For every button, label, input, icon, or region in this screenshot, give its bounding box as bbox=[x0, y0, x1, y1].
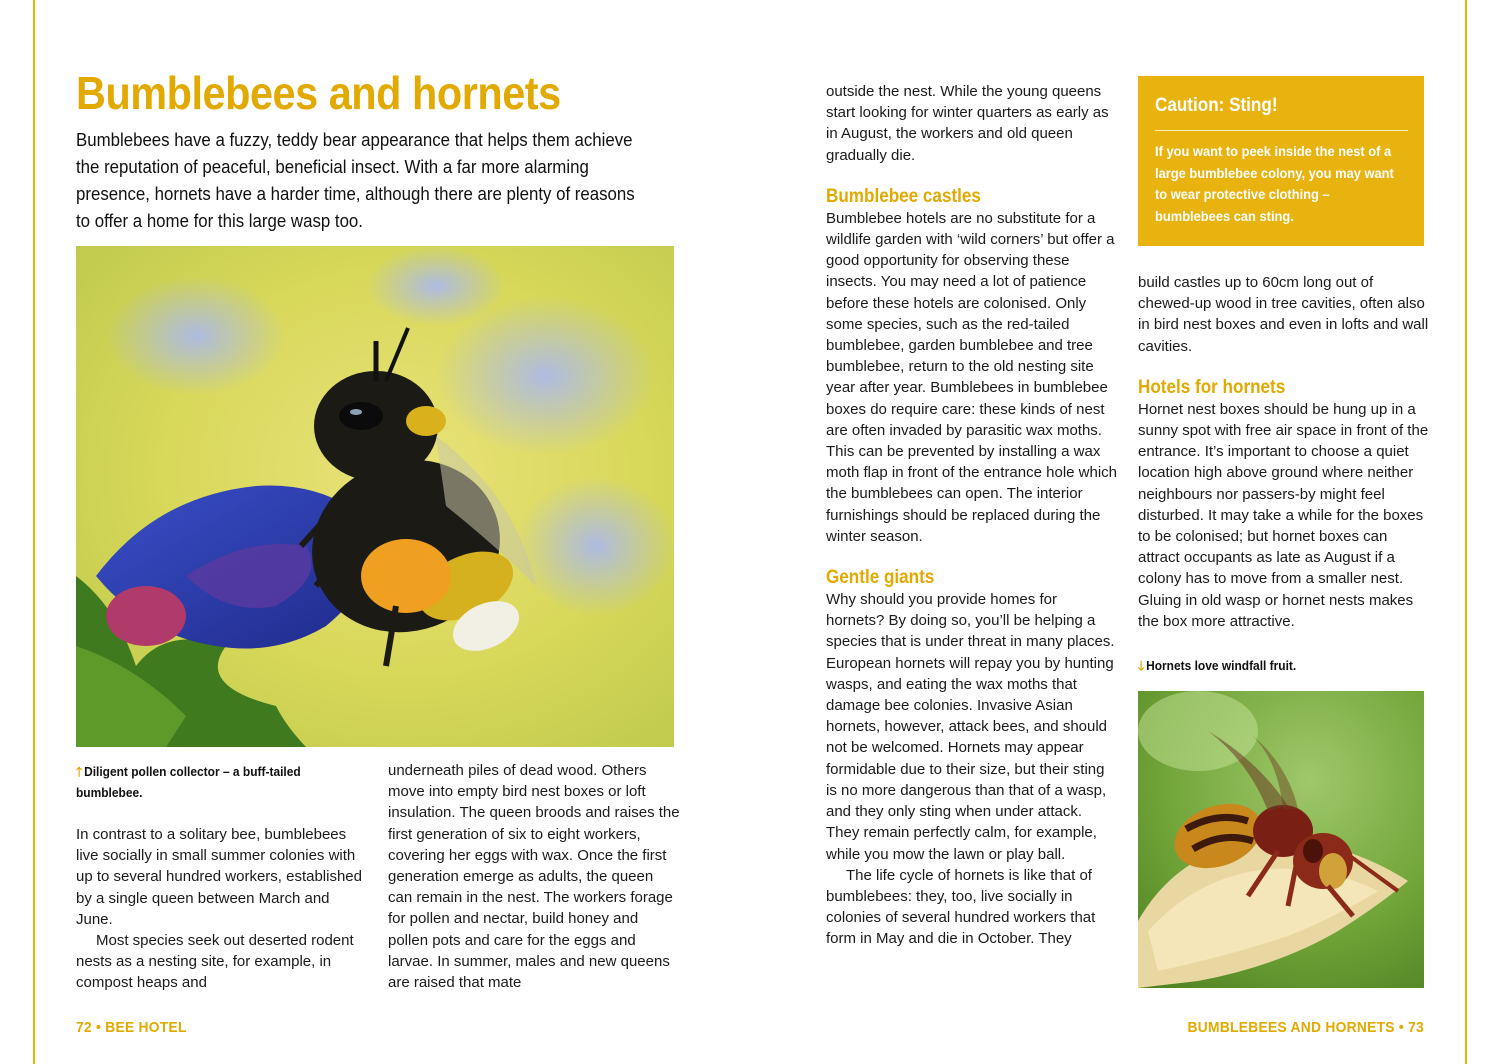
paragraph: outside the nest. While the young queens start looking for winter quarters as early as in August, the workers and old queen gradually die. bbox=[826, 83, 1109, 164]
column-1 bbox=[76, 824, 368, 994]
column-4 bbox=[1138, 272, 1430, 632]
bumblebee-photo bbox=[76, 246, 674, 747]
callout-text: If you want to peek inside the nest of a large bumblebee colony, you may want to wear protective clothing – bumblebees can sting. bbox=[1155, 143, 1394, 224]
hornet-caption bbox=[1138, 655, 1396, 676]
caption-text: Diligent pollen collector – a buff-tailed bumblebee. bbox=[76, 764, 301, 800]
callout-divider bbox=[1155, 130, 1408, 131]
right-page-edge bbox=[1465, 0, 1467, 1064]
column-3 bbox=[826, 81, 1118, 950]
footer-right-folio: BUMBLEBEES AND HORNETS • 73 bbox=[1187, 1019, 1424, 1036]
paragraph: Why should you provide homes for hornets? By doing so, you’ll be helping a species that is under threat in many places. European hornets will repay you by hunting wasps, and eating the wax moths that damage bee colonies. Invasive Asian hornets, however, attack bees, and should not be welcomed. Hornets may appear formidable due to their size, but their sting is no more dangerous than that of a wasp, and they only sting when under attack. They remain perfectly calm, for example, while you mow the lawn or play ball. bbox=[826, 591, 1115, 863]
callout-title: Caution: Sting! bbox=[1155, 95, 1278, 116]
paragraph: Hornet nest boxes should be hung up in a sunny spot with free air space in front of the entrance. It’s important to choose a quiet location high above ground where neither neighbours nor passers-by might feel disturbed. It may take a while for the boxes to be colonised; but hornet boxes can attract occupants as late as August if a colony has to move from a smaller nest. Gluing in old wasp or hornet nests makes the box more attractive. bbox=[1138, 400, 1429, 630]
bumblebee-caption bbox=[76, 761, 315, 803]
caution-callout-box bbox=[1138, 76, 1424, 246]
arrow-up-icon: 🡑 bbox=[76, 764, 83, 779]
paragraph: In contrast to a solitary bee, bumblebees live socially in small summer colonies with up to several hundred workers, established by a single queen between March and June. bbox=[76, 826, 362, 928]
subheading-bumblebee-castles: Bumblebee castles bbox=[826, 185, 981, 207]
column-2 bbox=[388, 760, 680, 993]
arrow-down-icon: 🡓 bbox=[1138, 658, 1145, 673]
paragraph: Most species seek out deserted rodent nests as a nesting site, for example, in compost heaps and bbox=[76, 932, 354, 992]
left-page-edge bbox=[33, 0, 35, 1064]
hornet-photo bbox=[1138, 691, 1424, 988]
subheading-gentle-giants: Gentle giants bbox=[826, 567, 935, 589]
footer-left-folio: 72 • BEE HOTEL bbox=[76, 1019, 187, 1036]
paragraph: build castles up to 60cm long out of chewed-up wood in tree cavities, often also in bird nest boxes and even in lofts and wall cavities. bbox=[1138, 274, 1429, 355]
paragraph: underneath piles of dead wood. Others move into empty bird nest boxes or loft insulation. The queen broods and raises the first generation of six to eight workers, covering her eggs with wax. Once the first generation emerge as adults, the queen can remain in the nest. The workers forage for pollen and nectar, build honey and pollen pots and care for the eggs and larvae. In summer, males and new queens are raised that mate bbox=[388, 762, 680, 992]
caption-text: Hornets love windfall fruit. bbox=[1146, 658, 1297, 673]
paragraph: Bumblebee hotels are no substitute for a wildlife garden with ‘wild corners’ but offer a good opportunity for observing these insects. You may need a lot of patience before these hotels are colonised. Only some species, such as the red-tailed bumblebee, garden bumblebee and tree bumblebee, return to the old nesting site year after year. Bumblebees in bumblebee boxes do require care: these kinds of nest are often invaded by parasitic wax moths. This can be prevented by installing a wax moth flap in front of the entrance hole which the bumblebees can open. The interior furnishings should be replaced during the winter season. bbox=[826, 209, 1118, 545]
page-title: Bumblebees and hornets bbox=[76, 67, 561, 119]
subheading-hotels-for-hornets: Hotels for hornets bbox=[1138, 376, 1286, 398]
intro-paragraph: Bumblebees have a fuzzy, teddy bear appearance that helps them achieve the reputation of peaceful, beneficial insect. With a far more alarming presence, hornets have a harder time, although there are plenty of reasons to offer a home for this large wasp too. bbox=[76, 129, 635, 231]
paragraph: The life cycle of hornets is like that of bumblebees: they, too, live socially in colonies of several hundred workers that form in May and die in October. They bbox=[826, 866, 1096, 948]
